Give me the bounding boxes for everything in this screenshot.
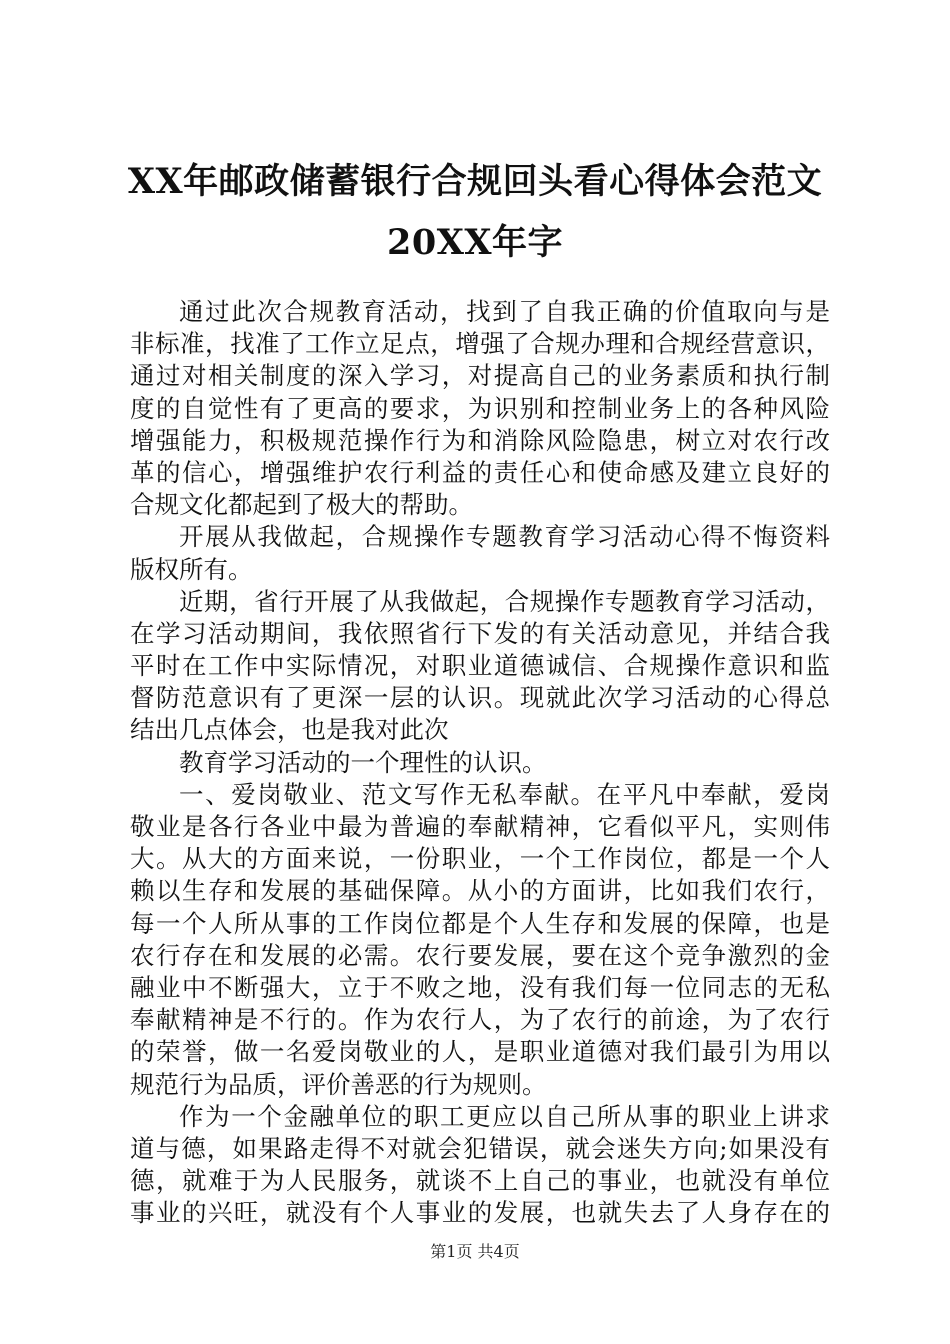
body-line: 每一个人所从事的工作岗位都是个人生存和发展的保障，也是 (130, 908, 830, 938)
body-line: 事业的兴旺，就没有个人事业的发展，也就失去了人身存在的 (130, 1198, 830, 1228)
document-title-line-1: XX年邮政储蓄银行合规回头看心得体会范文 (127, 161, 823, 202)
body-line: 增强能力，积极规范操作行为和消除风险隐患，树立对农行改 (130, 425, 830, 455)
body-line: 平时在工作中实际情况，对职业道德诚信、合规操作意识和监 (130, 651, 830, 681)
body-line: 合规文化都起到了极大的帮助。 (130, 490, 473, 520)
body-line: 近期，省行开展了从我做起，合规操作专题教育学习活动， (179, 586, 830, 616)
body-line: 版权所有。 (130, 554, 253, 584)
body-line: 的荣誉，做一名爱岗敬业的人，是职业道德对我们最引为用以 (130, 1037, 830, 1067)
body-line: 在学习活动期间，我依照省行下发的有关活动意见，并结合我 (130, 618, 830, 648)
body-line: 德，就难于为人民服务，就谈不上自己的事业，也就没有单位 (130, 1166, 830, 1196)
body-line: 敬业是各行各业中最为普遍的奉献精神，它看似平凡，实则伟 (130, 812, 830, 841)
body-line: 非标准，找准了工作立足点，增强了合规办理和合规经营意识， (130, 329, 830, 359)
body-line: 规范行为品质，评价善恶的行为规则。 (130, 1069, 547, 1099)
body-line: 一、爱岗敬业、范文写作无私奉献。在平凡中奉献，爱岗 (179, 779, 830, 809)
body-line: 教育学习活动的一个理性的认识。 (179, 747, 547, 777)
body-line: 农行存在和发展的必需。农行要发展，要在这个竞争激烈的金 (130, 940, 830, 970)
body-line: 道与德，如果路走得不对就会犯错误，就会迷失方向;如果没有 (130, 1133, 830, 1163)
document-body (130, 296, 830, 1229)
document-title-line-2: 20XX年字 (386, 222, 564, 263)
body-line: 开展从我做起，合规操作专题教育学习活动心得不悔资料 (179, 522, 830, 552)
body-line: 大。从大的方面来说，一份职业，一个工作岗位，都是一个人 (130, 844, 830, 874)
body-line: 奉献精神是不行的。作为农行人，为了农行的前途，为了农行 (130, 1005, 830, 1035)
body-line: 革的信心，增强维护农行利益的责任心和使命感及建立良好的 (130, 457, 830, 487)
body-line: 通过对相关制度的深入学习，对提高自己的业务素质和执行制 (130, 361, 830, 391)
body-line: 督防范意识有了更深一层的认识。现就此次学习活动的心得总 (130, 683, 830, 713)
body-line: 赖以生存和发展的基础保障。从小的方面讲，比如我们农行， (130, 876, 830, 906)
body-line: 度的自觉性有了更高的要求，为识别和控制业务上的各种风险 (130, 393, 830, 423)
body-line: 结出几点体会，也是我对此次 (130, 715, 449, 745)
body-line: 作为一个金融单位的职工更应以自己所从事的职业上讲求 (179, 1101, 830, 1131)
page-footer: 第1页 共4页 (430, 1242, 520, 1261)
body-line: 融业中不断强大，立于不败之地，没有我们每一位同志的无私 (130, 972, 830, 1002)
body-line: 通过此次合规教育活动，找到了自我正确的价值取向与是 (179, 297, 830, 326)
